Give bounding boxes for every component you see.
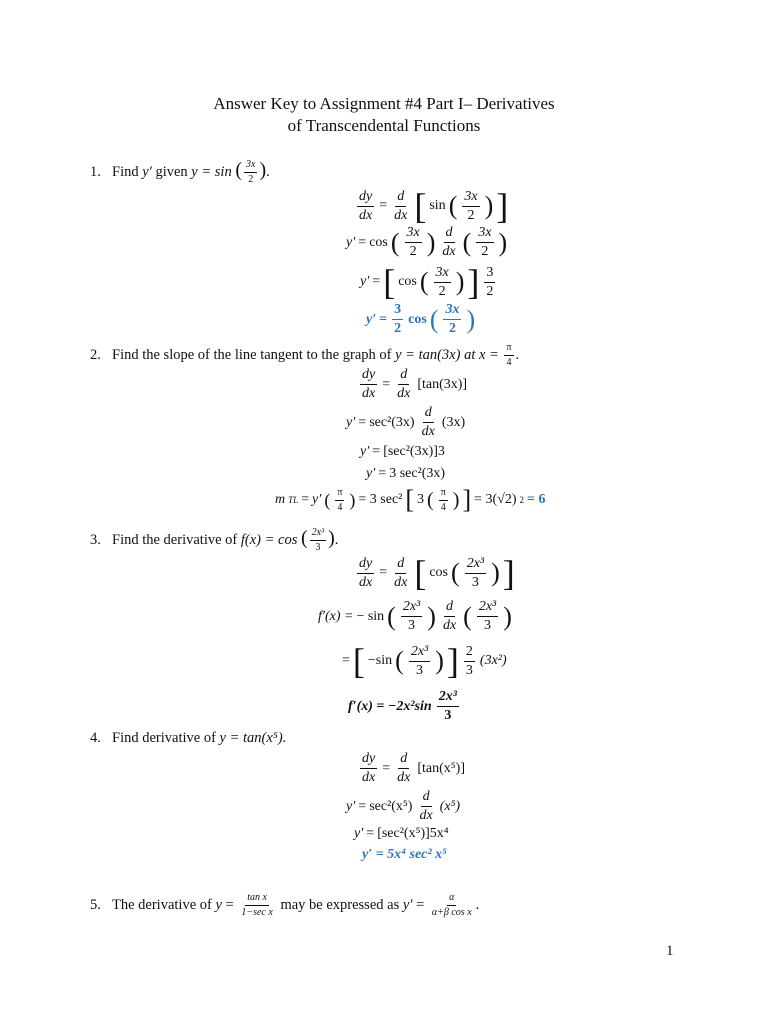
- p2-step-3: y′ = [sec²(3x)]3: [360, 444, 445, 459]
- p4-answer: y′ = 5x⁴ sec² x⁵: [362, 847, 447, 862]
- p2-step-1: $\frac{dy}{dx}$ = $\frac{d}{dx}$ [tan(3x)]: [362, 367, 468, 401]
- p4-step-2: y′ = sec²(x⁵) $\frac{d}{dx}$ (x⁵): [346, 789, 461, 823]
- title-line-2: of Transcendental Functions: [287, 116, 481, 135]
- problem-1: 1. Find y′ given y = sin ( $\frac{3x}{2}$ ).: [90, 159, 270, 186]
- problem-3: 3. Find the derivative of f(x) = cos ( $\frac{\text{2x³}}{3}$ ).: [90, 527, 339, 554]
- document-title: [0, 93, 768, 137]
- title-line-1: Answer Key to Assignment #4 Part I– Derivatives: [213, 94, 555, 113]
- p2-answer: = 6: [527, 492, 546, 507]
- problem-4: 4. Find derivative of y = tan(x⁵).: [90, 730, 287, 746]
- p3-answer: f′(x) = −2x²sin $\frac{\text{2x³}}{3}$: [348, 689, 457, 723]
- p4-step-3: y′ = [sec²(x⁵)]5x⁴: [354, 826, 449, 841]
- p4-step-1: $\frac{dy}{dx}$ = $\frac{d}{dx}$ [tan(x⁵)]: [362, 751, 465, 785]
- p2-step-4: y′ = 3 sec²(3x): [366, 466, 446, 481]
- p1-step-1: $\frac{dy}{dx}$ = $\frac{d}{dx}$ [ sin ( $\frac{3x}{2}$ ) ]: [359, 186, 509, 226]
- page-number: 1: [666, 943, 674, 959]
- problem-2: 2. Find the slope of the line tangent to the graph of y = tan(3x) at x = $\frac{\pi}{4}$ .: [90, 342, 520, 368]
- p3-step-1: $\frac{dy}{dx}$ = $\frac{d}{dx}$ [ cos ( $\frac{\text{2x³}}{3}$ ) ]: [359, 553, 515, 593]
- problem-5: 5. The derivative of y = $\frac{\text{tan x}}{\text{1−sec x}}$ may be expressed as y′ = $\frac{\alpha}{\text{α+β cos x}}$ .: [90, 892, 480, 918]
- p2-step-2: y′ = sec²(3x) $\frac{d}{dx}$ (3x): [346, 405, 466, 439]
- p1-step-2: y′ = cos ( $\frac{3x}{2}$ ) $\frac{d}{dx}$ ( $\frac{3x}{2}$ ): [346, 225, 508, 259]
- p2-answer-line: m TL = y′ ( $\frac{\pi}{4}$ ) = 3 sec² [ 3 ( $\frac{\pi}{4}$ ) ] = 3(√2) 2 = 6: [275, 485, 546, 514]
- p3-step-2: f′(x) = − sin ( $\frac{\text{2x³}}{3}$ ) $\frac{d}{dx}$ ( $\frac{\text{2x³}}{3}$ ): [318, 599, 512, 633]
- p1-step-3: y′ = [ cos ( $\frac{3x}{2}$ ) ] $\frac{3}{2}$: [360, 262, 494, 302]
- p3-step-3: = [ −sin ( $\frac{\text{2x³}}{3}$ ) ] $\frac{2}{3}$ (3x²): [342, 641, 507, 681]
- p1-answer: y′ = $\frac{3}{2}$ cos ( $\frac{3x}{2}$ ): [366, 302, 476, 336]
